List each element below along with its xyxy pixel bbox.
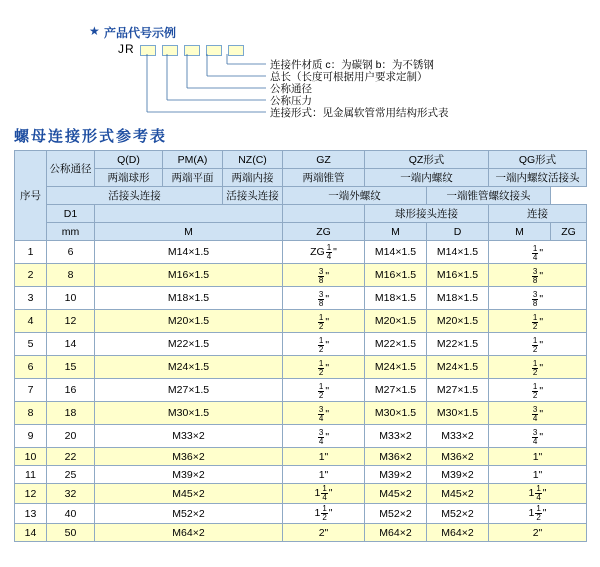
cell-qz-m: M30×1.5 (365, 402, 427, 425)
legend-label-connection-type: 连接形式：见金属软管常用结构形式表 (270, 107, 449, 119)
th-group-qg: QG形式 (489, 151, 587, 169)
cell-dn: 12 (47, 310, 95, 333)
cell-qz-m: M36×2 (365, 448, 427, 466)
cell-m: M24×1.5 (95, 356, 283, 379)
cell-qg-m: 1" (489, 448, 587, 466)
cell-dn: 22 (47, 448, 95, 466)
th-unit-qz-d: D (427, 223, 489, 241)
table-row (15, 287, 587, 310)
table-header-row3 (15, 187, 587, 205)
cell-qz-d: M27×1.5 (427, 379, 489, 402)
legend-title: 产品代号示例 (104, 26, 177, 40)
cell-seq: 1 (15, 241, 47, 264)
cell-gz: 1 $\frac{1}{2}$ " (283, 504, 365, 524)
th-unit-qg-zg: ZG (551, 223, 587, 241)
cell-gz: 1" (283, 448, 365, 466)
cell-m: M64×2 (95, 524, 283, 542)
cell-qz-m: M45×2 (365, 484, 427, 504)
cell-m: M20×1.5 (95, 310, 283, 333)
th-gz-blank (283, 205, 365, 223)
cell-qg-m: $\frac{1}{2}$ " (489, 379, 587, 402)
cell-qg-m: $\frac{3}{8}$ " (489, 264, 587, 287)
legend-label-nominal-pressure: 公称压力 (270, 95, 312, 107)
cell-gz: $\frac{3}{8}$ " (283, 287, 365, 310)
cell-qz-d: M14×1.5 (427, 241, 489, 264)
cell-gz: 1" (283, 466, 365, 484)
th-dn: 公称通径 (47, 151, 95, 187)
cell-m: M45×2 (95, 484, 283, 504)
cell-m: M30×1.5 (95, 402, 283, 425)
cell-seq: 9 (15, 425, 47, 448)
cell-dn: 50 (47, 524, 95, 542)
cell-qz-d: M64×2 (427, 524, 489, 542)
cell-seq: 11 (15, 466, 47, 484)
th-qg-conn: 连接 (489, 205, 587, 223)
cell-qg-m: $\frac{3}{4}$ " (489, 425, 587, 448)
cell-seq: 7 (15, 379, 47, 402)
th-group-nzc: NZ(C) (223, 151, 283, 169)
cell-qz-m: M22×1.5 (365, 333, 427, 356)
cell-dn: 8 (47, 264, 95, 287)
cell-seq: 13 (15, 504, 47, 524)
cell-qg-m: $\frac{1}{2}$ " (489, 310, 587, 333)
table-header-row4 (15, 205, 587, 223)
cell-gz: $\frac{3}{8}$ " (283, 264, 365, 287)
legend-label-length: 总长（长度可根据用户要求定制） (270, 71, 428, 83)
cell-qg-m: $\frac{1}{2}$ " (489, 356, 587, 379)
cell-qz-m: M16×1.5 (365, 264, 427, 287)
cell-m: M39×2 (95, 466, 283, 484)
th-group-gz: GZ (283, 151, 365, 169)
cell-seq: 2 (15, 264, 47, 287)
table-row (15, 264, 587, 287)
product-code-legend (0, 0, 600, 120)
legend-label-material: 连接件材质 c：为碳钢 b：为不锈钢 (270, 59, 434, 71)
th-group-qd: Q(D) (95, 151, 163, 169)
th-group-pma: PM(A) (163, 151, 223, 169)
cell-gz: $\frac{1}{2}$ " (283, 379, 365, 402)
cell-qz-d: M33×2 (427, 425, 489, 448)
cell-seq: 14 (15, 524, 47, 542)
cell-qz-m: M18×1.5 (365, 287, 427, 310)
cell-gz: $\frac{1}{2}$ " (283, 310, 365, 333)
cell-gz: $\frac{1}{2}$ " (283, 356, 365, 379)
cell-qz-d: M22×1.5 (427, 333, 489, 356)
th-unit-mm: mm (47, 223, 95, 241)
table-header-row2 (15, 169, 587, 187)
table-row (15, 333, 587, 356)
th-unit-zg: ZG (283, 223, 365, 241)
cell-qz-m: M64×2 (365, 524, 427, 542)
th-gz-connection: 活接头连接 (223, 187, 283, 205)
star-icon: ★ (89, 24, 100, 38)
th-qd-desc: 两端球形 (95, 169, 163, 187)
cell-qz-m: M52×2 (365, 504, 427, 524)
cell-m: M36×2 (95, 448, 283, 466)
cell-m: M22×1.5 (95, 333, 283, 356)
cell-seq: 12 (15, 484, 47, 504)
th-qg-thread: 一端锥管螺纹接头 (427, 187, 551, 205)
cell-m: M33×2 (95, 425, 283, 448)
th-left-connection: 活接头连接 (47, 187, 223, 205)
cell-qz-d: M45×2 (427, 484, 489, 504)
cell-qz-m: M24×1.5 (365, 356, 427, 379)
cell-gz: 1 $\frac{1}{4}$ " (283, 484, 365, 504)
cell-qz-d: M18×1.5 (427, 287, 489, 310)
th-pma-desc: 两端平面 (163, 169, 223, 187)
cell-qz-d: M20×1.5 (427, 310, 489, 333)
th-qz-desc: 一端内螺纹 (365, 169, 489, 187)
cell-qg-m: $\frac{3}{8}$ " (489, 287, 587, 310)
cell-qz-m: M20×1.5 (365, 310, 427, 333)
cell-m: M16×1.5 (95, 264, 283, 287)
th-unit-qz-m: M (365, 223, 427, 241)
cell-qz-d: M30×1.5 (427, 402, 489, 425)
cell-qg-m: 1" (489, 466, 587, 484)
cell-qz-m: M14×1.5 (365, 241, 427, 264)
cell-dn: 25 (47, 466, 95, 484)
cell-dn: 20 (47, 425, 95, 448)
cell-dn: 14 (47, 333, 95, 356)
cell-qz-m: M27×1.5 (365, 379, 427, 402)
th-gz-desc: 两端锥管 (283, 169, 365, 187)
cell-qg-m: 2" (489, 524, 587, 542)
cell-gz: $\frac{3}{4}$ " (283, 425, 365, 448)
cell-qg-m: 1 $\frac{1}{4}$ " (489, 484, 587, 504)
cell-dn: 10 (47, 287, 95, 310)
cell-qz-d: M36×2 (427, 448, 489, 466)
table-row (15, 448, 587, 466)
table-row (15, 241, 587, 264)
cell-seq: 3 (15, 287, 47, 310)
table-row (15, 524, 587, 542)
th-group-qz: QZ形式 (365, 151, 489, 169)
table-row (15, 466, 587, 484)
table-row (15, 484, 587, 504)
cell-qg-m: $\frac{1}{4}$ " (489, 241, 587, 264)
table-row (15, 504, 587, 524)
th-qz-thread: 一端外螺纹 (283, 187, 427, 205)
th-d1: D1 (47, 205, 95, 223)
nut-connection-table (14, 150, 587, 542)
table-row (15, 356, 587, 379)
th-unit-qg-m: M (489, 223, 551, 241)
cell-qz-d: M24×1.5 (427, 356, 489, 379)
cell-dn: 40 (47, 504, 95, 524)
cell-dn: 32 (47, 484, 95, 504)
th-nzc-desc: 两端内接 (223, 169, 283, 187)
cell-seq: 4 (15, 310, 47, 333)
cell-qz-m: M39×2 (365, 466, 427, 484)
table-row (15, 379, 587, 402)
th-unit-m: M (95, 223, 283, 241)
cell-dn: 6 (47, 241, 95, 264)
cell-gz: $\frac{1}{2}$ " (283, 333, 365, 356)
cell-gz: ZG $\frac{1}{4}$ " (283, 241, 365, 264)
cell-seq: 5 (15, 333, 47, 356)
table-row (15, 310, 587, 333)
th-qg-desc: 一端内螺纹活接头 (489, 169, 587, 187)
cell-seq: 10 (15, 448, 47, 466)
cell-qg-m: 1 $\frac{1}{2}$ " (489, 504, 587, 524)
cell-qz-d: M16×1.5 (427, 264, 489, 287)
page-title: 螺母连接形式参考表 (14, 128, 168, 145)
table-header-row (15, 151, 587, 169)
cell-dn: 18 (47, 402, 95, 425)
th-seq: 序号 (15, 151, 47, 241)
cell-m: M27×1.5 (95, 379, 283, 402)
cell-dn: 16 (47, 379, 95, 402)
cell-m: M52×2 (95, 504, 283, 524)
th-qz-ball: 球形接头连接 (365, 205, 489, 223)
cell-gz: 2" (283, 524, 365, 542)
cell-qz-d: M39×2 (427, 466, 489, 484)
table-header-row5 (15, 223, 587, 241)
legend-label-nominal-diameter: 公称通径 (270, 83, 312, 95)
cell-seq: 8 (15, 402, 47, 425)
cell-qz-d: M52×2 (427, 504, 489, 524)
table-row (15, 425, 587, 448)
cell-m: M14×1.5 (95, 241, 283, 264)
cell-dn: 15 (47, 356, 95, 379)
table-row (15, 402, 587, 425)
cell-qg-m: $\frac{1}{2}$ " (489, 333, 587, 356)
th-blank (95, 205, 283, 223)
cell-gz: $\frac{3}{4}$ " (283, 402, 365, 425)
code-prefix: JR (118, 42, 135, 56)
cell-qz-m: M33×2 (365, 425, 427, 448)
cell-m: M18×1.5 (95, 287, 283, 310)
cell-seq: 6 (15, 356, 47, 379)
cell-qg-m: $\frac{3}{4}$ " (489, 402, 587, 425)
